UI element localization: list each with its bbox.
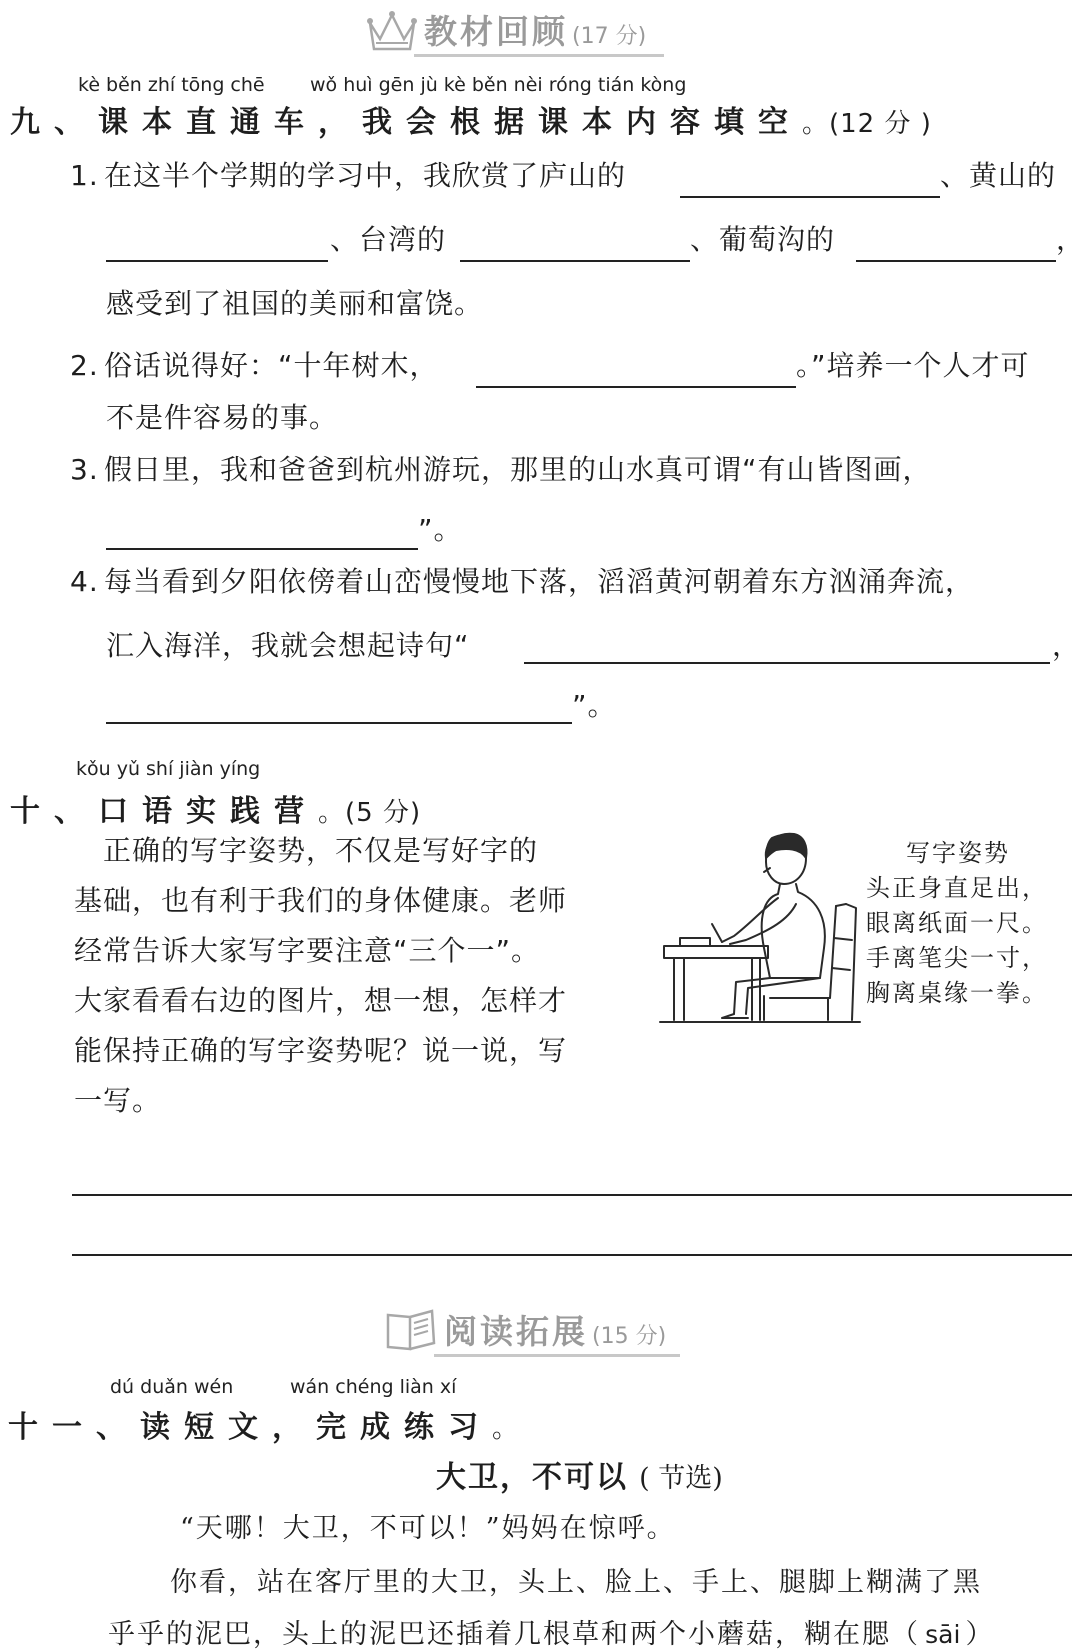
story-line: 乎乎的泥巴，头上的泥巴还插着几根草和两个小蘑菇，糊在腮（: [108, 1619, 920, 1650]
story-line-end: ）: [965, 1619, 995, 1650]
poem-line: 手离笔尖一寸，: [866, 944, 1048, 972]
answer-blank[interactable]: [460, 260, 690, 262]
question-10-paragraph: [74, 826, 634, 1126]
item-text: ，: [1052, 629, 1082, 662]
item-text: 、黄山的: [940, 159, 1057, 192]
answer-blank[interactable]: [476, 386, 796, 388]
story-note: ( 节选): [639, 1463, 723, 1494]
pinyin-annotation: sāi: [925, 1620, 961, 1649]
item-number: 3.: [70, 453, 99, 486]
answer-blank[interactable]: [106, 548, 418, 550]
banner-underline: [414, 54, 664, 57]
story-line: 你看，站在客厅里的大卫，头上、脸上、手上、腿脚上糊满了黑: [170, 1567, 982, 1598]
pinyin-annotation: dú duǎn wén: [110, 1376, 234, 1398]
section-banner-reading: [384, 1306, 666, 1353]
item-number: 4.: [70, 565, 99, 598]
section-banner-review: [366, 6, 646, 53]
item-text: 、台湾的: [330, 223, 447, 256]
item-text: 、葡萄沟的: [690, 223, 836, 256]
answer-blank[interactable]: [524, 662, 1050, 664]
answer-writing-line[interactable]: [72, 1194, 1072, 1196]
question-10-heading: [10, 786, 421, 830]
item-text: ”。: [418, 513, 463, 546]
question-11-heading: [8, 1402, 519, 1446]
story-line-row: [108, 1612, 994, 1651]
story-line: “天哪！大卫，不可以！”妈妈在惊呼。: [180, 1513, 676, 1544]
answer-blank[interactable]: [106, 722, 572, 724]
answer-blank[interactable]: [856, 260, 1056, 262]
banner-title: 教材回顾: [424, 12, 568, 51]
crown-icon: [366, 9, 418, 53]
paragraph-line: 大家看看右边的图片，想一想，怎样才: [74, 984, 568, 1017]
item-text: 在这半个学期的学习中，我欣赏了庐山的: [104, 159, 627, 192]
story-title: 大卫，不可以: [436, 1460, 628, 1495]
item-text: ，: [1056, 223, 1085, 256]
item-text: 俗话说得好：“十年树木，: [104, 349, 439, 382]
banner-underline: [434, 1354, 680, 1357]
poem-line: 眼离纸面一尺。: [866, 909, 1048, 937]
question-title: 十一、读短文，: [8, 1410, 316, 1445]
pinyin-annotation: wán chéng liàn xí: [290, 1376, 457, 1398]
banner-title: 阅读拓展: [444, 1312, 588, 1351]
item-text: 每当看到夕阳依傍着山峦慢慢地下落，滔滔黄河朝着东方汹涌奔流，: [104, 565, 975, 598]
item-text: 汇入海洋，我就会想起诗句“: [106, 629, 470, 662]
question-title: 十、口语实践营: [10, 794, 318, 829]
pinyin-annotation: kè běn zhí tōng chē: [78, 74, 265, 96]
paragraph-line: 经常告诉大家写字要注意“三个一”。: [74, 934, 541, 967]
poem-line: 头正身直足出，: [866, 874, 1048, 902]
question-score: 。(12 分 ): [802, 109, 932, 139]
item-text: 假日里，我和爸爸到杭州游玩，那里的山水真可谓“有山皆图画，: [104, 453, 932, 486]
banner-score: (17 分): [572, 24, 647, 49]
book-icon: [384, 1307, 438, 1353]
paragraph-line: 一写。: [74, 1084, 162, 1117]
pinyin-annotation: wǒ huì gēn jù kè běn nèi róng tián kòng: [310, 74, 687, 96]
answer-blank[interactable]: [106, 260, 328, 262]
item-text: ”。: [572, 689, 617, 722]
poem-title: 写字姿势: [906, 839, 1010, 867]
item-text: 感受到了祖国的美丽和富饶。: [106, 287, 484, 320]
question-9-heading: [10, 97, 932, 141]
item-text: 。”培养一个人才可: [796, 349, 1030, 382]
question-title: 九、课本直通车，我会根据课本内容填空: [10, 105, 802, 140]
answer-writing-line[interactable]: [72, 1254, 1072, 1256]
paragraph-line: 能保持正确的写字姿势呢？说一说，写: [74, 1034, 568, 1067]
writing-posture-illustration: [660, 828, 876, 1028]
question-score: 。: [492, 1414, 520, 1444]
paragraph-line: 基础，也有利于我们的身体健康。老师: [74, 884, 568, 917]
writing-posture-poem: [866, 836, 1048, 1011]
answer-blank[interactable]: [680, 196, 940, 198]
item-text: 不是件容易的事。: [106, 401, 339, 434]
item-number: 1.: [70, 159, 99, 192]
question-score: 。(5 分): [318, 798, 422, 828]
paragraph-line: 正确的写字姿势，不仅是写好字的: [74, 834, 539, 867]
poem-line: 胸离桌缘一拳。: [866, 979, 1048, 1007]
pinyin-annotation: kǒu yǔ shí jiàn yíng: [76, 758, 261, 780]
story-heading: [436, 1452, 723, 1496]
banner-score: (15 分): [592, 1324, 667, 1349]
question-title: 完成练习: [316, 1410, 492, 1445]
item-number: 2.: [70, 349, 99, 382]
